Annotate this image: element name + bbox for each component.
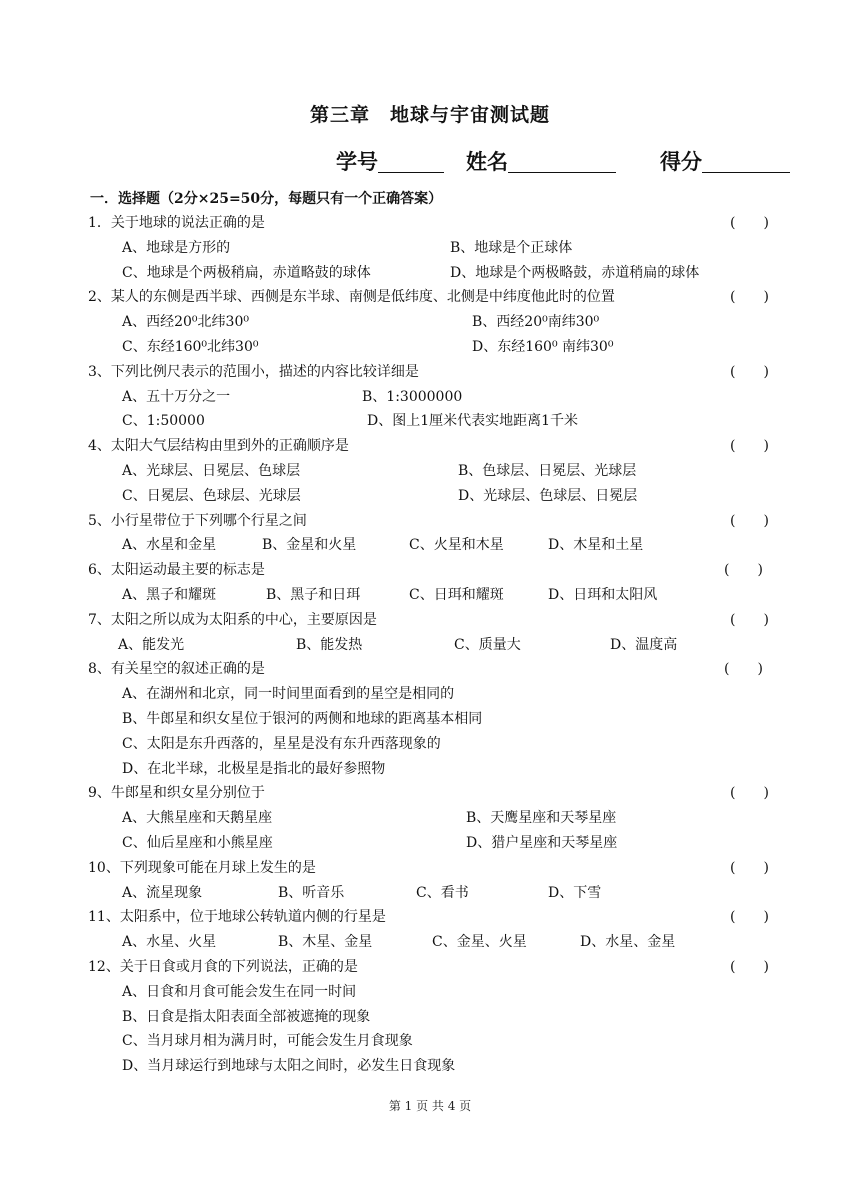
option-row (0, 236, 860, 261)
option-d: D、日珥和太阳风 (548, 586, 658, 603)
option-c: C、看书 (416, 884, 469, 901)
option-b: B、能发热 (296, 636, 363, 653)
question-text: 12、关于日食或月食的下列说法，正确的是 (88, 958, 358, 975)
section-heading: 一．选择题（2分×25=50分，每题只有一个正确答案） (90, 191, 443, 207)
option-c: C、金星、火星 (432, 934, 527, 951)
option-row (0, 682, 860, 707)
option-row (0, 633, 860, 658)
option-b: B、牛郎星和织女星位于银河的两侧和地球的距离基本相同 (122, 710, 483, 727)
answer-blank[interactable]: ( ) (724, 661, 763, 678)
option-row (0, 1054, 860, 1079)
option-a: A、水星、火星 (122, 934, 217, 951)
option-row (0, 1005, 860, 1030)
option-row (0, 707, 860, 732)
option-b: B、日食是指太阳表面全部被遮掩的现象 (122, 1008, 371, 1025)
option-row (0, 409, 860, 434)
answer-blank[interactable]: ( ) (730, 958, 769, 975)
option-row (0, 335, 860, 360)
option-c: C、太阳是东升西落的，星星是没有东升西落现象的 (122, 735, 441, 752)
answer-blank[interactable]: ( ) (730, 363, 769, 380)
answer-blank[interactable]: ( ) (730, 438, 769, 455)
question-text: 5、小行星带位于下列哪个行星之间 (88, 512, 307, 529)
question-10 (0, 856, 860, 881)
option-row (0, 881, 860, 906)
score-label: 得分 (660, 150, 702, 174)
option-row (0, 261, 860, 286)
option-d: D、东经160⁰ 南纬30⁰ (472, 338, 614, 355)
option-b: B、听音乐 (278, 884, 345, 901)
answer-blank[interactable]: ( ) (730, 289, 769, 306)
question-text: 9、牛郎星和织女星分别位于 (88, 785, 265, 802)
option-a: A、西经20⁰北纬30⁰ (122, 314, 249, 331)
question-5 (0, 509, 860, 534)
option-row (0, 459, 860, 484)
option-c: C、1:50000 (122, 413, 205, 430)
question-6 (0, 558, 860, 583)
option-c: C、日珥和耀斑 (409, 586, 504, 603)
score-blank[interactable] (702, 150, 790, 173)
option-d: D、水星、金星 (580, 934, 676, 951)
question-4 (0, 434, 860, 459)
option-c: C、质量大 (454, 636, 521, 653)
option-b: B、西经20⁰南纬30⁰ (472, 314, 600, 331)
option-d: D、当月球运行到地球与太阳之间时，必发生日食现象 (122, 1058, 456, 1075)
option-d: D、地球是个两极略鼓，赤道稍扁的球体 (450, 264, 700, 281)
name-blank[interactable] (508, 150, 616, 173)
question-12 (0, 955, 860, 980)
page-title: 第三章 地球与宇宙测试题 (309, 104, 550, 126)
answer-blank[interactable]: ( ) (730, 785, 769, 802)
question-text: 8、有关星空的叙述正确的是 (88, 661, 265, 678)
option-d: D、在北半球，北极星是指北的最好参照物 (122, 760, 386, 777)
option-row (0, 831, 860, 856)
option-row (0, 1029, 860, 1054)
option-b: B、地球是个正球体 (450, 239, 573, 256)
option-b: B、天鹰星座和天琴星座 (466, 810, 617, 827)
question-2 (0, 285, 860, 310)
student-no-blank[interactable] (378, 150, 444, 173)
question-text: 1．关于地球的说法正确的是 (88, 215, 265, 231)
question-text: 6、太阳运动最主要的标志是 (88, 562, 265, 579)
student-info-line (336, 146, 776, 176)
option-row (0, 757, 860, 782)
option-row (0, 533, 860, 558)
answer-blank[interactable]: ( ) (730, 215, 769, 231)
option-a: A、地球是方形的 (122, 239, 231, 256)
question-text: 3、下列比例尺表示的范围小，描述的内容比较详细是 (88, 363, 419, 380)
option-row (0, 732, 860, 757)
option-d: D、猎户星座和天琴星座 (466, 834, 618, 851)
option-b: B、木星、金星 (278, 934, 373, 951)
option-row (0, 484, 860, 509)
answer-blank[interactable]: ( ) (730, 859, 769, 876)
option-b: B、黑子和日珥 (266, 586, 361, 603)
option-b: B、1:3000000 (362, 388, 463, 405)
question-3 (0, 360, 860, 385)
question-text: 4、太阳大气层结构由里到外的正确顺序是 (88, 438, 349, 455)
question-text: 11、太阳系中，位于地球公转轨道内侧的行星是 (88, 909, 386, 926)
question-8 (0, 657, 860, 682)
option-b: B、色球层、日冕层、光球层 (458, 462, 637, 479)
option-d: D、木星和土星 (548, 537, 644, 554)
question-text: 10、下列现象可能在月球上发生的是 (88, 859, 316, 876)
option-b: B、金星和火星 (262, 537, 357, 554)
option-row (0, 310, 860, 335)
question-text: 2、某人的东侧是西半球、西侧是东半球、南侧是低纬度、北侧是中纬度他此时的位置 (88, 289, 615, 306)
option-d: D、图上1厘米代表实地距离1千米 (367, 413, 579, 430)
name-label: 姓名 (466, 150, 508, 174)
option-a: A、日食和月食可能会发生在同一时间 (122, 983, 357, 1000)
question-list (0, 211, 860, 1079)
option-row (0, 980, 860, 1005)
page-number: 第 1 页 共 4 页 (388, 1099, 472, 1113)
option-c: C、当月球月相为满月时，可能会发生月食现象 (122, 1033, 413, 1050)
question-text: 7、太阳之所以成为太阳系的中心，主要原因是 (88, 611, 377, 628)
question-7 (0, 608, 860, 633)
option-a: A、黑子和耀斑 (122, 586, 217, 603)
option-c: C、日冕层、色球层、光球层 (122, 487, 301, 504)
answer-blank[interactable]: ( ) (730, 909, 769, 926)
answer-blank[interactable]: ( ) (730, 611, 769, 628)
option-c: C、地球是个两极稍扁，赤道略鼓的球体 (122, 264, 371, 281)
answer-blank[interactable]: ( ) (730, 512, 769, 529)
option-d: D、光球层、色球层、日冕层 (458, 487, 638, 504)
answer-blank[interactable]: ( ) (724, 562, 763, 579)
option-c: C、火星和木星 (409, 537, 504, 554)
question-1 (0, 211, 860, 236)
option-c: C、东经160⁰北纬30⁰ (122, 338, 259, 355)
option-a: A、五十万分之一 (122, 388, 231, 405)
option-a: A、流星现象 (122, 884, 203, 901)
option-row (0, 930, 860, 955)
option-row (0, 385, 860, 410)
question-11 (0, 905, 860, 930)
option-row (0, 806, 860, 831)
question-9 (0, 781, 860, 806)
option-d: D、温度高 (610, 636, 678, 653)
option-a: A、在湖州和北京，同一时间里面看到的星空是相同的 (122, 686, 455, 703)
option-d: D、下雪 (548, 884, 602, 901)
option-a: A、能发光 (118, 636, 185, 653)
option-a: A、大熊星座和天鹅星座 (122, 810, 273, 827)
option-a: A、水星和金星 (122, 537, 217, 554)
student-no-label: 学号 (336, 150, 378, 174)
option-c: C、仙后星座和小熊星座 (122, 834, 273, 851)
option-row (0, 583, 860, 608)
option-a: A、光球层、日冕层、色球层 (122, 462, 301, 479)
